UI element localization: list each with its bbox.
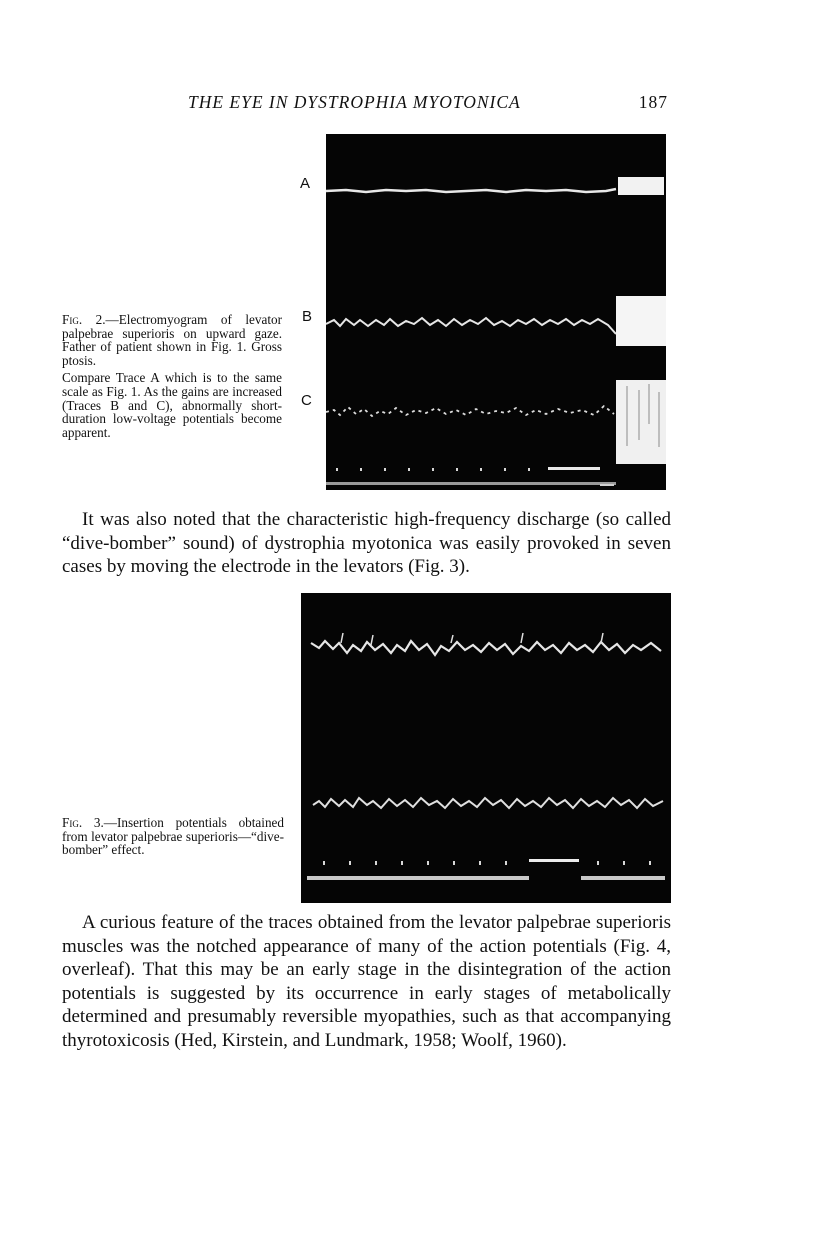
body-paragraph-1 <box>62 508 671 579</box>
trace-b <box>326 318 616 334</box>
paragraph-2-text: A curious feature of the traces obtained from the levator palpebrae superioris muscles was the notched appearance of many of the action potentials (Fig. 4, overleaf). That this may be an early stage in the disintegration of the action potentials is suggested by its occurrence in early stages of metabolically determined and presumably reversible myopathies, such as that accompanying thyrotoxicosis (Hed, Kirstein, and Lundmark, 1958; Woolf, 1960). <box>62 912 671 1051</box>
paragraph-1-text: It was also noted that the characteristic high-frequency discharge (so called “dive-bomber” sound) of dystrophia myotonica was easily provoked in seven cases by moving the electrode in the levators (Fig. 3). <box>62 509 671 578</box>
trace-lower <box>313 798 663 808</box>
trace-a <box>326 189 616 192</box>
figure-3-caption-main <box>62 816 284 857</box>
trace-upper-spikes <box>341 633 603 645</box>
trace-b-block <box>616 296 666 346</box>
page-number: 187 <box>638 92 668 112</box>
trace-label-c: C <box>301 392 312 409</box>
trace-c <box>326 406 614 416</box>
fig3-calibration-bar <box>529 859 579 862</box>
trace-a-block <box>618 177 664 195</box>
figure-2-caption-main <box>62 313 282 367</box>
figure-2-traces <box>326 134 666 490</box>
base-strip-right <box>600 484 614 486</box>
figure-3-traces <box>301 593 671 903</box>
trace-upper <box>311 641 661 655</box>
figure-2-caption-text: —Electromyogram of levator palpebrae superioris on upward gaze. Father of patient shown in Fig. 1. Gross ptosis. <box>62 312 282 368</box>
fig3-base-strip-right <box>581 876 665 880</box>
fig3-base-strip-left <box>307 876 529 880</box>
figure-3-caption-text: —Insertion potentials obtained from levator palpebrae superioris—“dive-bomber” effect. <box>62 815 284 858</box>
calibration-bar <box>548 467 600 470</box>
figure-3-caption-label: Fig. 3. <box>62 815 104 830</box>
running-title: THE EYE IN DYSTROPHIA MYOTONICA <box>188 92 521 112</box>
figure-3-insertion-potentials <box>301 593 671 903</box>
body-paragraph-2 <box>62 911 671 1053</box>
figure-2-caption <box>62 313 282 443</box>
figure-2-caption-note: Compare Trace A which is to the same scale as Fig. 1. As the gains are increased (Traces B and C), abnormally short-duration low-voltage potentials become apparent. <box>62 370 282 440</box>
fig3-time-markers <box>323 861 651 865</box>
trace-label-b: B <box>302 308 313 325</box>
base-strip <box>326 482 616 485</box>
figure-2-caption-label: Fig. 2. <box>62 312 106 327</box>
time-markers <box>336 468 530 471</box>
figure-3-caption <box>62 816 284 861</box>
trace-label-a: A <box>300 175 311 192</box>
figure-2-electromyogram <box>326 134 666 490</box>
